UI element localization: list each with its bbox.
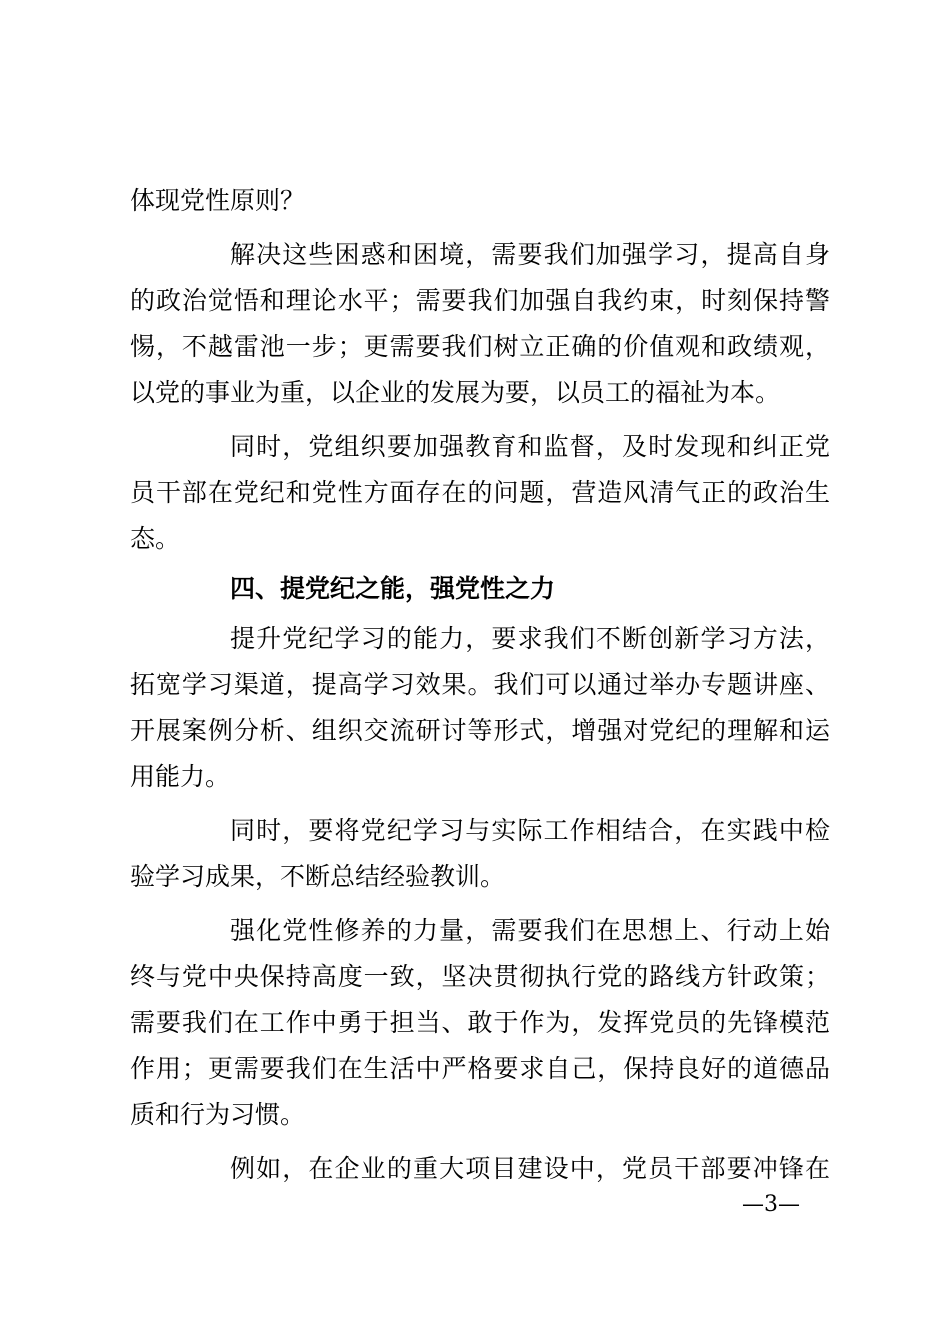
section-heading: 四、提党纪之能，强党性之力: [230, 574, 556, 603]
paragraph-line: 质和行为习惯。: [130, 1100, 306, 1129]
paragraph-line: 员干部在党纪和党性方面存在的问题，营造风清气正的政治生: [130, 478, 830, 507]
paragraph-line: 用能力。: [130, 762, 231, 791]
paragraph-line: 体现党性原则？: [130, 186, 306, 215]
paragraph-line: 例如，在企业的重大项目建设中，党员干部要冲锋在: [230, 1154, 830, 1183]
paragraph-line: 同时，要将党纪学习与实际工作相结合，在实践中检: [230, 816, 830, 845]
paragraph-line: 开展案例分析、组织交流研讨等形式，增强对党纪的理解和运: [130, 716, 830, 745]
paragraph-line: 拓宽学习渠道，提高学习效果。我们可以通过举办专题讲座、: [130, 670, 830, 699]
paragraph-line: 同时，党组织要加强教育和监督，及时发现和纠正党: [230, 432, 830, 461]
paragraph-line: 验学习成果，不断总结经验教训。: [130, 862, 506, 891]
paragraph-line: 的政治觉悟和理论水平；需要我们加强自我约束，时刻保持警: [130, 286, 830, 315]
paragraph-line: 作用；更需要我们在生活中严格要求自己，保持良好的道德品: [130, 1054, 830, 1083]
paragraph-line: 提升党纪学习的能力，要求我们不断创新学习方法，: [230, 624, 830, 653]
paragraph-line: 惕，不越雷池一步；更需要我们树立正确的价值观和政绩观，: [130, 332, 830, 361]
paragraph-line: 强化党性修养的力量，需要我们在思想上、行动上始: [230, 916, 830, 945]
paragraph-line: 终与党中央保持高度一致，坚决贯彻执行党的路线方针政策；: [130, 962, 830, 991]
paragraph-line: 以党的事业为重，以企业的发展为要，以员工的福祉为本。: [130, 378, 781, 407]
paragraph-line: 态。: [130, 524, 181, 553]
paragraph-line: 解决这些困惑和困境，需要我们加强学习，提高自身: [230, 240, 830, 269]
document-body: [130, 178, 830, 1192]
paragraph-line: 需要我们在工作中勇于担当、敢于作为，发挥党员的先锋模范: [130, 1008, 830, 1037]
page-number: —3—: [742, 1192, 800, 1217]
